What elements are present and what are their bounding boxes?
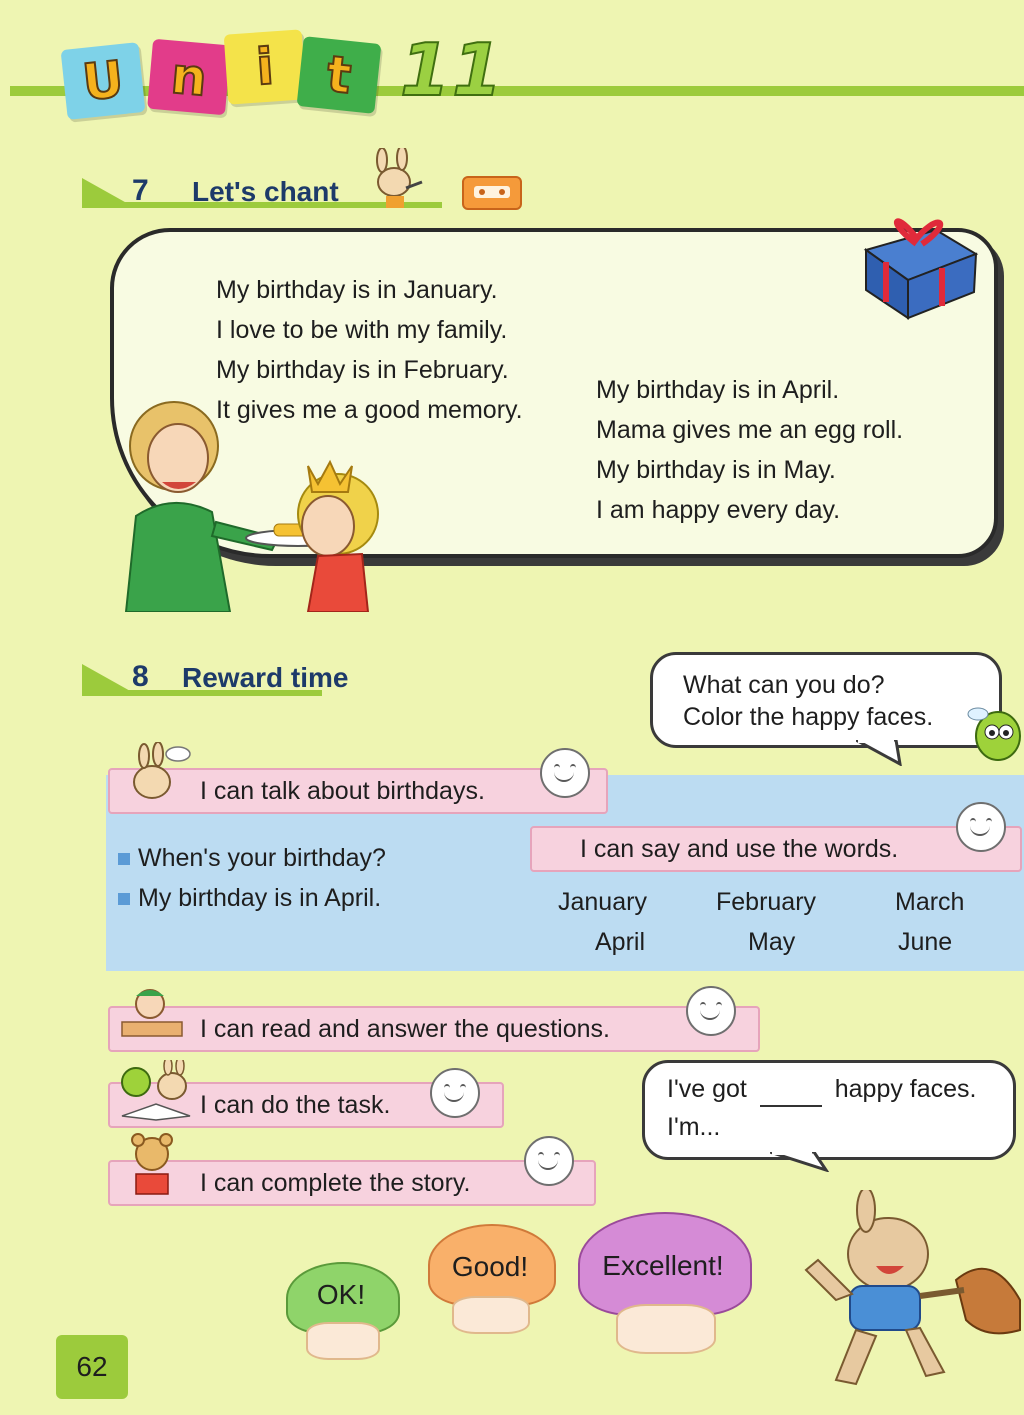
chant-line: My birthday is in April. (596, 376, 840, 404)
bubble-tail (770, 1152, 830, 1172)
reward-item-text: I can talk about birthdays. (200, 776, 485, 805)
prompt-line: Color the happy faces. (683, 703, 934, 731)
rating-ok[interactable]: OK! (316, 1279, 366, 1310)
question-item (118, 838, 386, 878)
result-bubble (642, 1060, 1016, 1160)
rating-good[interactable]: Good! (451, 1251, 529, 1282)
unit-number: 11 (400, 28, 505, 112)
chant-line: Mama gives me an egg roll. (596, 416, 904, 444)
happy-face-icon[interactable] (956, 802, 1006, 852)
month: January (558, 888, 647, 916)
section-title: Reward time (182, 662, 349, 693)
result-line (667, 1073, 977, 1107)
question-text: When's your birthday? (138, 844, 386, 872)
month: February (716, 888, 817, 916)
singing-rabbit-icon (362, 148, 432, 210)
friends-reading-icon (112, 1060, 202, 1122)
blank-field[interactable] (760, 1073, 822, 1107)
happy-face-icon[interactable] (540, 748, 590, 798)
cassette-icon[interactable] (462, 176, 522, 210)
result-text: happy faces. (834, 1075, 977, 1103)
bear-reading-icon (124, 1132, 180, 1196)
unit-letter-tile (224, 29, 307, 104)
reward-item-text: I can do the task. (200, 1090, 391, 1119)
unit-letter: U (79, 50, 127, 112)
bubble-tail (856, 740, 906, 766)
question-text: My birthday is in April. (138, 884, 382, 912)
unit-letter-tile (61, 42, 146, 120)
child-writing-icon (116, 984, 188, 1040)
question-list (118, 838, 386, 918)
unit-letter: t (324, 44, 354, 106)
reward-item (530, 826, 1022, 872)
chant-line: I love to be with my family. (216, 316, 508, 344)
bullet-icon (118, 853, 130, 865)
month: March (895, 888, 965, 916)
reward-item-text: I can complete the story. (200, 1168, 471, 1197)
bullet-icon (118, 893, 130, 905)
mushroom-stem (452, 1296, 530, 1334)
chant-line: It gives me a good memory. (216, 396, 523, 424)
chant-line: My birthday is in May. (596, 456, 836, 484)
happy-face-icon[interactable] (524, 1136, 574, 1186)
result-line: I'm... (667, 1113, 721, 1141)
rating-excellent[interactable]: Excellent! (602, 1250, 724, 1281)
prompt-bubble (650, 652, 1002, 748)
month: April (595, 928, 646, 956)
chant-line: I am happy every day. (596, 496, 841, 524)
reward-item (108, 1160, 596, 1206)
prompt-line: What can you do? (683, 671, 885, 699)
happy-face-icon[interactable] (430, 1068, 480, 1118)
reward-item-text: I can read and answer the questions. (200, 1014, 610, 1043)
question-item (118, 878, 386, 918)
section-number: 7 (132, 174, 149, 207)
unit-letter: i (254, 37, 276, 97)
month: May (748, 928, 796, 956)
section-number: 8 (132, 660, 149, 693)
rabbit-reading-icon (124, 742, 192, 806)
page-number: 62 (56, 1335, 128, 1399)
gift-box-icon (856, 210, 982, 320)
rabbit-basket-illustration (796, 1190, 1022, 1390)
bee-icon (962, 700, 1024, 780)
reward-item (108, 1006, 760, 1052)
chant-right-stanza (596, 370, 903, 530)
mushroom-stem (616, 1304, 716, 1354)
result-text: I've got (667, 1075, 747, 1103)
chant-line: My birthday is in January. (216, 276, 498, 304)
chant-line: My birthday is in February. (216, 356, 509, 384)
mushroom-stem (306, 1322, 380, 1360)
mother-child-illustration (112, 396, 492, 612)
happy-face-icon[interactable] (686, 986, 736, 1036)
section-title: Let's chant (192, 176, 339, 207)
month: June (898, 928, 953, 956)
reward-item-text: I can say and use the words. (580, 834, 899, 863)
unit-letter-tile (297, 36, 382, 114)
section-marker (82, 664, 132, 692)
unit-letter-tile (147, 39, 231, 116)
unit-letter: n (168, 46, 210, 108)
